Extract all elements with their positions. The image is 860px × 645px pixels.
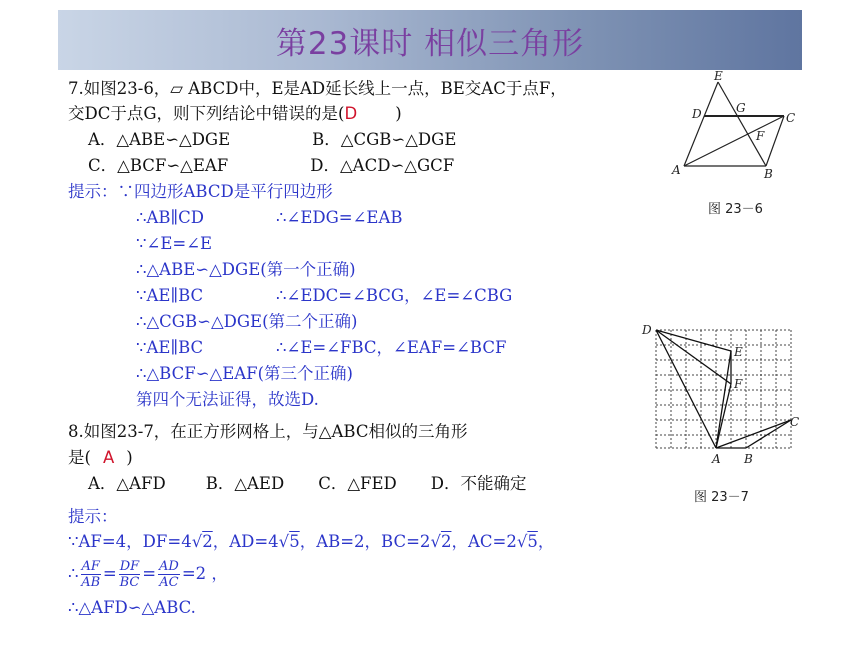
q7-option-b: B．△CGB∽△DGE: [312, 130, 457, 149]
q7-hint-row4: [136, 285, 512, 307]
fraction-ad-ac: $\frac{AD}{AC}$: [159, 559, 179, 590]
q7-hint-row0: [68, 181, 333, 203]
q7-hint-line: ∵AE∥BC: [136, 338, 204, 357]
q7-line2: [68, 103, 402, 125]
label-e: E: [714, 70, 723, 83]
fraction-af-ab: $\frac{AF}{AB}$: [81, 559, 101, 590]
label-d: D: [692, 107, 702, 121]
q8-hint-text: ∴: [68, 564, 79, 583]
q7-option-d: D．△ACD∽△GCF: [310, 156, 455, 175]
q8-line2-post: ): [126, 448, 133, 467]
q7-hint-row5: ∴△CGB∽△DGE(第二个正确): [136, 312, 358, 331]
q8-hint-line3: ∴△AFD∽△ABC.: [68, 598, 196, 617]
label-a: A: [672, 163, 681, 177]
q7-hint-row6: [136, 337, 506, 359]
q8-sqrt-value: 2: [440, 532, 452, 551]
figure-23-6-caption: 图 23－6: [708, 202, 763, 217]
q7-options-row1: [88, 129, 456, 151]
equals-sign: =: [142, 564, 157, 583]
q8-option-c: C．△FED: [318, 474, 397, 493]
q8-hint-text: =2 ，: [181, 564, 228, 583]
edge-af: [716, 384, 731, 448]
q8-hint-text: ∵AF=4，DF=4: [68, 532, 192, 551]
page-title: 第23课时 相似三角形: [275, 25, 585, 62]
edge-df: [656, 330, 731, 384]
q7-hint-label: 提示：: [68, 182, 118, 201]
figure-23-7: [640, 318, 802, 468]
label-g: G: [736, 101, 746, 115]
q8-hint-line1: ∵AF=4，DF=4√2，AD=4√5，AB=2，BC=2√2，AC=2√5，: [68, 532, 555, 551]
q7-options-row2: [88, 155, 454, 177]
label-f: F: [734, 377, 743, 391]
q7-line2-post: ): [395, 104, 402, 123]
figure-23-6: [670, 70, 800, 182]
edge-ae: [716, 351, 731, 448]
fraction-df-bc: $\frac{DF}{BC}$: [119, 559, 140, 590]
edge-ae: [684, 82, 718, 166]
q8-hint-text: ，AB=2，BC=2: [299, 532, 431, 551]
q7-option-a: A．△ABE∽△DGE: [88, 130, 231, 149]
q7-hint-row1: [136, 207, 403, 229]
q8-option-a: A．△AFD: [88, 474, 166, 493]
label-b: B: [744, 452, 753, 466]
q8-sqrt-value: 5: [527, 532, 538, 551]
label-a: A: [712, 452, 721, 466]
q8-sqrt-value: 5: [289, 532, 300, 551]
label-b: B: [764, 167, 773, 181]
label-e: E: [734, 345, 743, 359]
q7-answer: D: [344, 104, 358, 123]
q7-hint-line: ∴AB∥CD: [136, 208, 205, 227]
equals-sign: =: [102, 564, 117, 583]
label-c: C: [786, 111, 796, 125]
q7-hint-line: ∵四边形ABCD是平行四边形: [117, 182, 333, 201]
q8-hint-text: ，AD=4: [212, 532, 279, 551]
q7-hint-line: ∴∠EDG=∠EAB: [276, 208, 403, 227]
q8-answer: A: [102, 448, 115, 467]
label-f: F: [756, 129, 765, 143]
q7-line1: 7.如图23-6，▱ ABCD中，E是AD延长线上一点，BE交AC于点F，: [68, 79, 567, 98]
q8-line2: [68, 447, 133, 469]
q7-hint-row8: 第四个无法证得，故选D.: [136, 390, 319, 409]
figure-23-7-caption: 图 23－7: [694, 490, 749, 505]
q7-option-c: C．△BCF∽△EAF: [88, 156, 229, 175]
q7-line2-pre: 交DC于点G，则下列结论中错误的是(: [68, 104, 345, 123]
q8-hint-label: 提示：: [68, 507, 118, 526]
q8-option-b: B．△AED: [205, 474, 285, 493]
edge-eb: [718, 82, 766, 166]
q7-hint-row2: ∵∠E=∠E: [136, 234, 213, 253]
q8-hint-line2: [68, 557, 228, 591]
q8-line1: 8.如图23-7，在正方形网格上，与△ABC相似的三角形: [68, 422, 468, 441]
title-banner: [58, 10, 802, 70]
q7-hint-line: ∵AE∥BC: [136, 286, 204, 305]
q8-hint-text: ，AC=2: [451, 532, 517, 551]
q7-hint-row3: ∴△ABE∽△DGE(第一个正确): [136, 260, 356, 279]
label-d: D: [642, 323, 652, 337]
q7-hint-line: ∴∠E=∠FBC，∠EAF=∠BCF: [276, 338, 507, 357]
q8-hint-text: ，: [537, 532, 555, 551]
label-c: C: [790, 415, 800, 429]
q7-hint-row7: ∴△BCF∽△EAF(第三个正确): [136, 364, 353, 383]
q8-sqrt-value: 2: [202, 532, 213, 551]
edge-de: [656, 330, 731, 351]
q8-options: [88, 473, 527, 495]
q7-hint-line: ∴∠EDC=∠BCG，∠E=∠CBG: [276, 286, 513, 305]
square-grid: [656, 330, 791, 448]
q8-option-d: D．不能确定: [430, 474, 527, 493]
q8-line2-pre: 是(: [68, 448, 91, 467]
